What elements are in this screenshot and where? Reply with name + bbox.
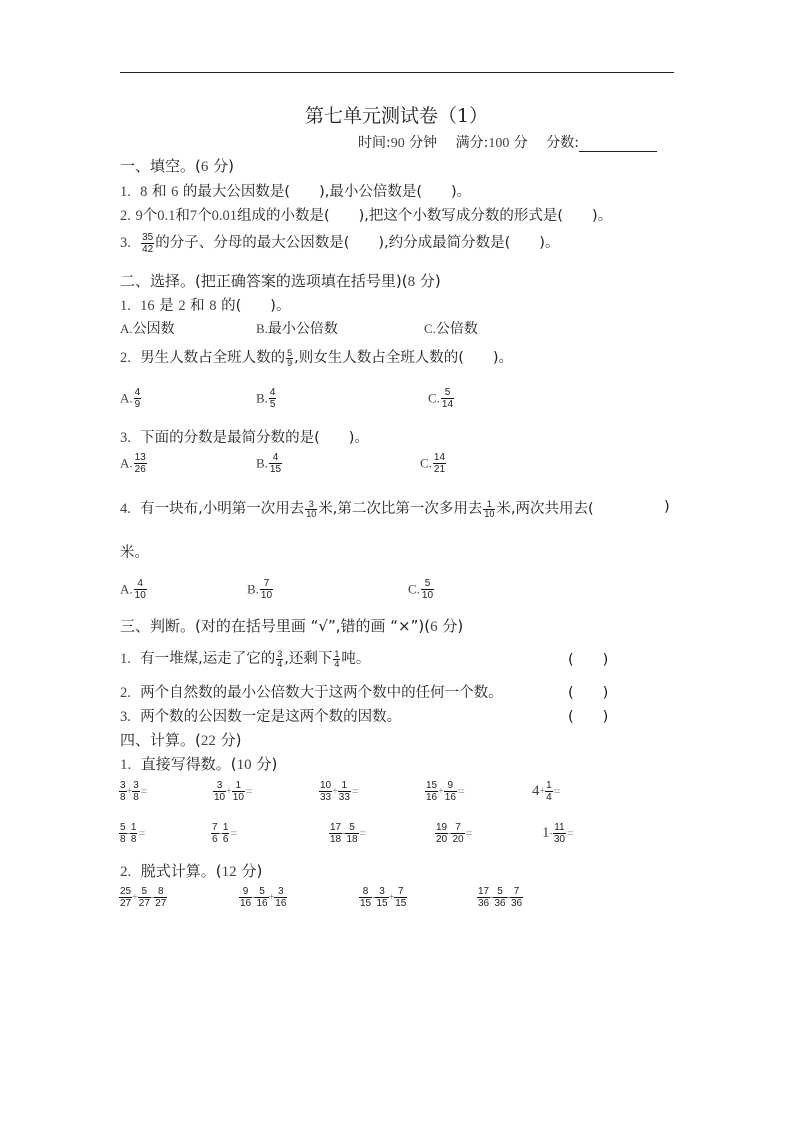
option-text: 公因数 (132, 321, 175, 337)
numerator: 3 (308, 498, 314, 509)
q-num: 2. (120, 208, 131, 224)
heading-text: 三、判断。(对的在括号里画 “√”,错的画 “×”)( (120, 617, 431, 635)
fraction (319, 780, 332, 803)
s4-part2-heading (120, 860, 262, 881)
time-label: 时间: (358, 135, 391, 151)
q-num: 1. (120, 298, 131, 314)
numerator: 14 (433, 452, 446, 463)
num-g: 0.01 (211, 208, 237, 224)
num-a: 8 (140, 184, 148, 200)
time-unit: 分钟 (409, 135, 438, 151)
heading-end: 分) (220, 731, 242, 749)
calc-item (532, 780, 560, 803)
points: 6 (200, 159, 209, 175)
calc-item (542, 822, 574, 845)
equals: = (465, 826, 473, 840)
q-text: 的( )。 (221, 298, 291, 314)
heading-end: 分) (419, 272, 441, 290)
s2-q4 (120, 497, 594, 519)
numerator: 7 (398, 886, 404, 897)
denominator: 36 (494, 898, 506, 909)
operator: - (549, 828, 553, 839)
whole-number: 4 (532, 783, 540, 799)
calc-item (118, 780, 148, 803)
fraction (232, 780, 245, 803)
s2-q2 (120, 346, 513, 368)
numerator: 7 (263, 578, 270, 589)
numerator: 3 (120, 780, 126, 791)
numerator: 7 (513, 886, 520, 897)
numerator: 5 (287, 347, 293, 358)
denominator: 27 (155, 898, 167, 909)
fraction (435, 822, 448, 845)
q-num: 1. (120, 184, 131, 200)
denominator: 42 (142, 243, 154, 255)
q-num: 3. (120, 430, 131, 446)
denominator: 16 (444, 792, 456, 803)
heading-end: 分) (213, 157, 234, 175)
equals: = (553, 784, 561, 798)
text-d: 和 (175, 208, 190, 224)
points: 12 (221, 864, 237, 880)
fraction (269, 387, 277, 410)
numerator: 9 (242, 886, 249, 897)
s2-q2-option-a[interactable] (120, 387, 142, 410)
numerator: 10 (320, 780, 332, 791)
fraction (433, 452, 446, 475)
text-b: 是 (159, 298, 174, 314)
numerator: 35 (142, 231, 154, 243)
fraction (154, 886, 167, 909)
full-score-label: 满分: (455, 135, 489, 151)
s2-q4-option-c[interactable] (408, 578, 435, 601)
operator: + (132, 892, 138, 903)
s2-q4-option-a[interactable] (120, 578, 148, 601)
fraction (222, 822, 230, 845)
s2-q1-option-c[interactable] (424, 318, 478, 338)
num-e: 8 (209, 298, 217, 314)
s3-q2 (120, 681, 503, 702)
option-label: C. (420, 455, 432, 471)
q-text-c: 吨。 (341, 651, 371, 667)
denominator: 15 (395, 898, 407, 909)
denominator: 21 (433, 464, 446, 475)
option-label: B. (256, 390, 268, 406)
fraction (553, 822, 566, 845)
denominator: 6 (222, 834, 229, 845)
q-text: 两个自然数的最小公倍数大于这两个数中的任何一个数。 (140, 685, 503, 701)
fraction (421, 578, 434, 601)
operator: + (126, 786, 133, 797)
q-text: 两个数的公因数一定是这两个数的因数。 (140, 709, 402, 725)
fraction (274, 886, 287, 909)
fraction (119, 822, 127, 845)
denominator: 10 (214, 792, 226, 803)
q-text: 的最大公因数是( ),最小公倍数是( )。 (182, 184, 472, 200)
option-label: C. (428, 390, 440, 406)
denominator: 10 (260, 590, 273, 601)
numerator: 1 (130, 822, 137, 833)
option-label: A. (120, 581, 133, 597)
denominator: 16 (256, 898, 268, 909)
denominator: 5 (269, 399, 276, 410)
numerator: 1 (546, 780, 552, 791)
numerator: 7 (455, 822, 461, 833)
option-label: C. (424, 321, 436, 336)
denominator: 15 (360, 898, 372, 909)
numerator: 5 (424, 578, 431, 589)
num-c: 2 (178, 298, 186, 314)
points: 22 (200, 733, 216, 749)
denominator: 36 (478, 898, 490, 909)
numerator: 5 (120, 822, 126, 833)
section3-heading (120, 615, 463, 636)
numerator: 17 (330, 822, 342, 833)
operator: - (506, 892, 510, 903)
s1-q1 (120, 180, 471, 201)
fraction (305, 500, 317, 519)
time-value: 90 (390, 136, 405, 151)
operator: + (438, 786, 444, 797)
exam-meta (358, 132, 657, 152)
denominator: 14 (441, 399, 454, 410)
fraction (477, 886, 490, 909)
numerator: 3 (379, 886, 385, 897)
fraction (333, 650, 340, 669)
denominator: 8 (133, 792, 139, 803)
heading-end: 分) (256, 755, 278, 773)
denominator: 10 (421, 590, 434, 601)
fraction (134, 578, 147, 601)
denominator: 36 (510, 898, 523, 909)
q-text-b: ,则女生人数占全班人数的( )。 (294, 350, 514, 366)
denominator: 18 (346, 834, 358, 845)
q-num: 3. (120, 235, 131, 251)
denominator: 26 (134, 464, 146, 475)
option-label: B. (256, 455, 268, 471)
points: 8 (407, 274, 416, 290)
q-text-a: 男生人数占全班人数的 (140, 350, 286, 366)
denominator: 27 (120, 898, 132, 909)
denominator: 33 (338, 792, 350, 803)
text-d: 和 (190, 298, 205, 314)
numerator: 3 (277, 648, 283, 659)
s2-q3-option-b[interactable] (256, 452, 283, 475)
option-text: 最小公倍数 (267, 321, 338, 337)
whole-number: 1 (542, 825, 550, 841)
num-a: 16 (140, 298, 155, 314)
s3-q1-answer-paren[interactable]: ( ) (568, 652, 609, 668)
text-f: 个 (197, 208, 212, 224)
denominator: 30 (553, 834, 565, 845)
s3-q3 (120, 705, 401, 726)
score-blank[interactable] (579, 137, 657, 152)
numerator: 9 (447, 780, 454, 791)
denominator: 20 (436, 834, 448, 845)
fraction (329, 822, 342, 845)
fraction (545, 780, 553, 803)
calc-item (328, 822, 366, 845)
fraction (444, 780, 457, 803)
s1-q3 (120, 231, 559, 255)
page-title: 第七单元测试卷（1） (304, 105, 489, 127)
s2-q4-option-b[interactable] (247, 578, 274, 601)
q-text-b: ,还剩下 (284, 651, 333, 667)
s2-q3-option-a[interactable] (120, 452, 148, 475)
numerator: 13 (134, 452, 146, 463)
option-label: A. (120, 321, 133, 336)
operator: + (539, 786, 546, 797)
operator: - (218, 828, 222, 839)
denominator: 4 (546, 792, 552, 803)
q-text-b: 米,第二次比第一次多用去 (318, 501, 483, 517)
s3-q2-answer-paren[interactable]: ( ) (568, 685, 609, 701)
denominator: 9 (287, 357, 293, 368)
equals: = (138, 826, 146, 840)
heading-end: 分) (241, 862, 263, 880)
operator: - (126, 828, 130, 839)
fraction (510, 886, 523, 909)
numerator: 4 (134, 387, 141, 398)
option-label: B. (247, 581, 259, 597)
fraction (211, 822, 219, 845)
num-a: 9 (135, 208, 143, 224)
fraction (260, 578, 273, 601)
numerator: 4 (137, 578, 143, 589)
numerator: 5 (444, 387, 451, 398)
fraction (141, 232, 154, 255)
denominator: 15 (269, 464, 282, 475)
points: 10 (236, 757, 252, 773)
numerator: 5 (259, 886, 265, 897)
s2-q4-paren-close: ) (664, 499, 670, 515)
s2-q3-option-c[interactable] (420, 452, 447, 475)
s2-q3 (120, 426, 369, 447)
stepwise-calc-item (118, 886, 168, 909)
text-b: 和 (151, 184, 167, 200)
q-text: 下面的分数是最简分数的是( )。 (140, 430, 369, 446)
text-b: 个 (142, 208, 158, 224)
fraction (441, 387, 454, 410)
numerator: 1 (486, 498, 492, 509)
equals: = (566, 826, 574, 840)
denominator: 10 (232, 792, 244, 803)
heading-end: 分) (442, 617, 464, 635)
fraction (239, 886, 252, 909)
stepwise-calc-item (476, 886, 524, 909)
fraction (375, 886, 388, 909)
denominator: 33 (320, 792, 332, 803)
q-text-a: 有一块布,小明第一次用去 (140, 501, 305, 517)
heading-text: 直接写得数。( (140, 755, 237, 773)
fraction (345, 822, 358, 845)
denominator: 16 (240, 898, 252, 909)
numerator: 3 (278, 886, 284, 897)
denominator: 4 (334, 658, 340, 669)
fraction (276, 650, 283, 669)
equals: = (230, 826, 238, 840)
s4-part1-heading (120, 753, 277, 774)
s3-q1 (120, 647, 370, 669)
option-label: A. (120, 390, 133, 406)
fraction (134, 452, 147, 475)
denominator: 8 (120, 834, 126, 845)
equals: = (457, 784, 465, 798)
numerator: 5 (497, 886, 503, 897)
q-text: 组成的小数是( ),把这个小数写成分数的形式是( )。 (236, 208, 613, 224)
operator: - (490, 892, 494, 903)
fraction (255, 886, 268, 909)
denominator: 16 (275, 898, 287, 909)
numerator: 25 (120, 886, 132, 897)
q-text-c: 米,两次共用去( (496, 501, 594, 517)
s2-q2-option-c[interactable] (428, 387, 455, 410)
q-num: 1. (120, 757, 132, 773)
fraction (119, 886, 132, 909)
calc-item (118, 822, 145, 845)
heading-text: 四、计算。( (120, 731, 201, 749)
fraction (132, 780, 140, 803)
s2-q4-cont: 米。 (120, 545, 149, 561)
q-text-a: 有一堆煤,运走了它的 (140, 651, 276, 667)
denominator: 10 (306, 508, 317, 519)
fraction (134, 387, 142, 410)
numerator: 15 (426, 780, 438, 791)
operator: - (252, 892, 256, 903)
calc-item (212, 780, 253, 803)
num-e: 7 (189, 208, 198, 224)
option-label: C. (408, 581, 420, 597)
operator: + (388, 892, 395, 903)
fraction (138, 886, 151, 909)
fraction (269, 452, 282, 475)
denominator: 8 (120, 792, 126, 803)
operator: - (342, 828, 346, 839)
fraction (213, 780, 226, 803)
section2-heading (120, 270, 441, 291)
calc-item (424, 780, 465, 803)
fraction (338, 780, 351, 803)
q-num: 4. (120, 501, 131, 517)
calc-item (210, 822, 237, 845)
full-score-unit: 分 (513, 135, 528, 151)
numerator: 3 (216, 780, 223, 791)
q-num: 2. (120, 864, 132, 880)
option-label: A. (120, 455, 133, 471)
denominator: 10 (484, 508, 495, 519)
numerator: 19 (436, 822, 448, 833)
header-rule (120, 72, 674, 73)
numerator: 5 (141, 886, 148, 897)
heading-text: 二、选择。(把正确答案的选项填在括号里)( (120, 272, 408, 290)
fraction (359, 886, 372, 909)
numerator: 1 (235, 780, 242, 791)
operator: + (226, 786, 232, 797)
numerator: 4 (269, 387, 276, 398)
operator: + (332, 786, 338, 797)
numerator: 1 (222, 822, 229, 833)
equals: = (140, 784, 148, 798)
fraction (483, 500, 495, 519)
denominator: 20 (452, 834, 464, 845)
s3-q3-answer-paren[interactable]: ( ) (568, 709, 609, 725)
s2-q1-option-b[interactable] (256, 318, 338, 338)
fraction (119, 780, 127, 803)
fraction (286, 349, 293, 368)
q-num: 2. (120, 350, 131, 366)
fraction (493, 886, 506, 909)
full-score-value: 100 (488, 136, 510, 151)
fraction (451, 822, 464, 845)
num-c: 0.1 (157, 208, 176, 224)
option-label: B. (256, 321, 268, 336)
calc-item (318, 780, 359, 803)
s2-q1 (120, 294, 290, 315)
equals: = (245, 784, 253, 798)
operator: - (372, 892, 376, 903)
equals: = (351, 784, 359, 798)
s2-q1-option-a[interactable] (120, 318, 175, 338)
denominator: 8 (130, 834, 137, 845)
stepwise-calc-item (238, 886, 288, 909)
q-num: 1. (120, 651, 131, 667)
numerator: 17 (478, 886, 490, 897)
numerator: 8 (362, 886, 369, 897)
denominator: 16 (426, 792, 438, 803)
denominator: 15 (376, 898, 388, 909)
heading-text: 一、填空。( (120, 157, 201, 175)
numerator: 3 (133, 780, 139, 791)
numerator: 4 (272, 452, 279, 463)
fraction (130, 822, 138, 845)
operator: - (150, 892, 155, 903)
section4-heading (120, 729, 242, 750)
score-label: 分数: (546, 135, 579, 151)
numerator: 1 (334, 648, 340, 659)
numerator: 7 (212, 822, 218, 833)
stepwise-calc-item (358, 886, 408, 909)
operator: + (268, 892, 275, 903)
operator: - (448, 828, 452, 839)
numerator: 1 (341, 780, 348, 791)
q-num: 2. (120, 685, 131, 701)
denominator: 18 (330, 834, 342, 845)
fraction (394, 886, 407, 909)
points: 6 (430, 619, 438, 635)
option-text: 公倍数 (435, 321, 478, 337)
denominator: 6 (212, 834, 218, 845)
numerator: 8 (158, 886, 164, 897)
fraction (425, 780, 438, 803)
num-c: 6 (171, 184, 179, 200)
denominator: 9 (134, 399, 141, 410)
heading-text: 脱式计算。( (140, 862, 222, 880)
s1-q2 (120, 204, 612, 225)
denominator: 10 (134, 590, 146, 601)
calc-item (434, 822, 472, 845)
denominator: 4 (277, 658, 283, 669)
numerator: 11 (554, 822, 565, 833)
equals: = (359, 826, 367, 840)
section1-heading (120, 155, 234, 176)
q-num: 3. (120, 709, 131, 725)
numerator: 5 (349, 822, 355, 833)
q-text: 的分子、分母的最大公因数是( ),约分成最简分数是( )。 (155, 235, 560, 251)
denominator: 27 (138, 898, 150, 909)
s2-q2-option-b[interactable] (256, 387, 277, 410)
